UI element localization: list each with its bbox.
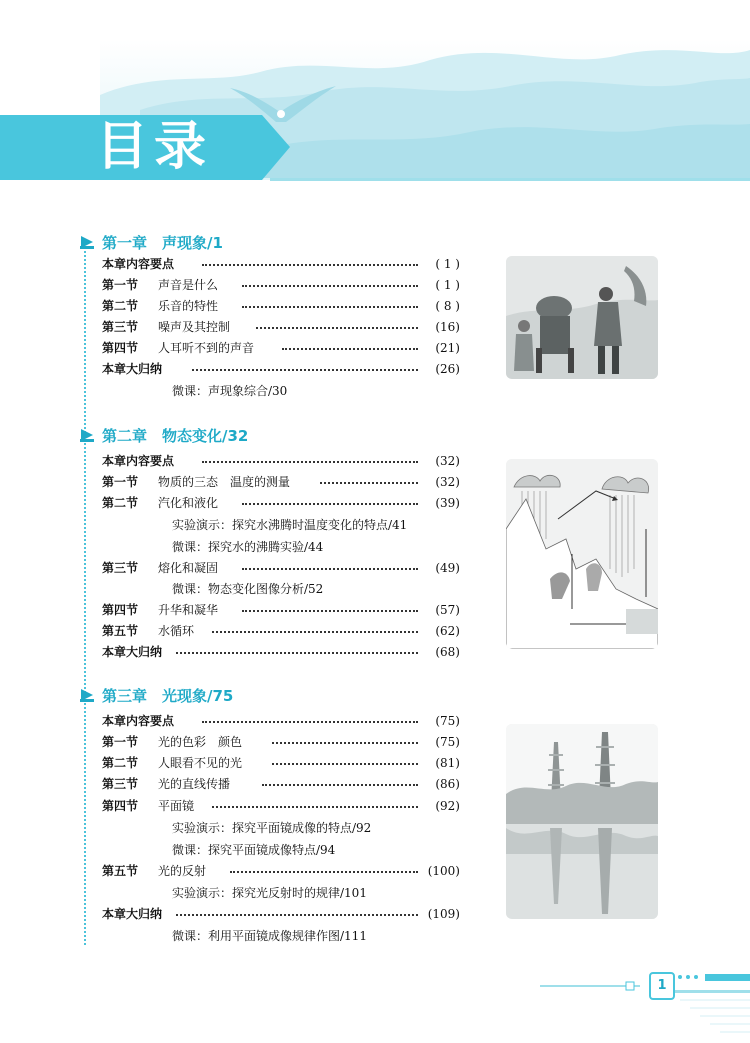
chapter-marker-icon: [80, 428, 94, 442]
toc-page: (75): [435, 714, 460, 728]
toc-page: (75): [435, 735, 460, 749]
toc-row[interactable]: [102, 275, 460, 295]
toc-label: 第二节: [102, 756, 139, 770]
toc-label: 第五节: [102, 864, 139, 878]
toc-title: 光的反射: [158, 864, 207, 878]
toc-title: 水循环: [158, 624, 195, 638]
toc-sub-item[interactable]: 微课：探究平面镜成像特点/94: [172, 843, 336, 857]
toc-row[interactable]: [102, 774, 460, 794]
toc-page: (68): [435, 645, 460, 659]
toc-label: 第一节: [102, 475, 139, 489]
toc-row[interactable]: [102, 904, 460, 924]
toc-page: (62): [435, 624, 460, 638]
title-underline: [270, 178, 750, 181]
toc-row[interactable]: [102, 711, 460, 731]
toc-page: (86): [435, 777, 460, 791]
toc-sub-item[interactable]: 微课：利用平面镜成像规律作图/111: [172, 929, 367, 943]
toc-page: (21): [435, 341, 460, 355]
toc-page: (32): [435, 454, 460, 468]
toc-title: 噪声及其控制: [158, 320, 231, 334]
toc-title: 汽化和液化: [158, 496, 219, 510]
toc-title: 人耳听不到的声音: [158, 341, 255, 355]
chapter-title: 第二章 物态变化/32: [102, 427, 249, 445]
leader-dots: [272, 763, 418, 765]
toc-sub-item[interactable]: 实验演示：探究水沸腾时温度变化的特点/41: [172, 518, 408, 532]
toc-title: 物质的三态 温度的测量: [158, 475, 291, 489]
leader-dots: [202, 721, 418, 723]
toc-row[interactable]: [102, 493, 460, 513]
page-title: 目录: [96, 117, 213, 177]
toc-label: 本章内容要点: [102, 257, 175, 271]
toc-row[interactable]: [102, 732, 460, 752]
toc-row[interactable]: [102, 254, 460, 274]
toc-row[interactable]: [102, 338, 460, 358]
drum-dance-photo: [506, 256, 658, 379]
toc-label: 本章内容要点: [102, 714, 175, 728]
toc-title: 光的色彩 颜色: [158, 735, 243, 749]
toc-row[interactable]: [102, 317, 460, 337]
water-cycle-diagram: [506, 459, 658, 649]
toc-title: 熔化和凝固: [158, 561, 219, 575]
toc-sub-item[interactable]: 实验演示：探究平面镜成像的特点/92: [172, 821, 372, 835]
toc-row[interactable]: [102, 621, 460, 641]
toc-label: 第一节: [102, 735, 139, 749]
leader-dots: [262, 784, 418, 786]
leader-dots: [242, 568, 418, 570]
toc-row[interactable]: [102, 451, 460, 471]
toc-label: 第三节: [102, 777, 139, 791]
toc-row[interactable]: [102, 753, 460, 773]
toc-title: 升华和凝华: [158, 603, 219, 617]
toc-label: 第四节: [102, 341, 139, 355]
toc-label: 本章大归纳: [102, 362, 163, 376]
pagoda-reflection-photo: [506, 724, 658, 919]
toc-row[interactable]: [102, 796, 460, 816]
toc-label: 第一节: [102, 278, 139, 292]
toc-sub-item[interactable]: 微课：物态变化图像分析/52: [172, 582, 324, 596]
toc-page: (100): [427, 864, 460, 878]
leader-dots: [242, 306, 418, 308]
toc-sub-item[interactable]: 微课：声现象综合/30: [172, 384, 288, 398]
toc-row[interactable]: [102, 472, 460, 492]
toc-page: ( 1 ): [435, 257, 460, 271]
toc-label: 本章大归纳: [102, 907, 163, 921]
leader-dots: [242, 610, 418, 612]
leader-dots: [256, 327, 418, 329]
toc-spine: [84, 240, 86, 945]
toc-label: 第二节: [102, 496, 139, 510]
toc-label: 第四节: [102, 603, 139, 617]
toc-label: 本章大归纳: [102, 645, 163, 659]
toc-label: 第三节: [102, 561, 139, 575]
leader-dots: [230, 871, 418, 873]
toc-row[interactable]: [102, 861, 460, 881]
toc-title: 人眼看不见的光: [158, 756, 243, 770]
toc-row[interactable]: [102, 600, 460, 620]
chapter-title: 第三章 光现象/75: [102, 687, 234, 705]
toc-page: (92): [435, 799, 460, 813]
leader-dots: [282, 348, 418, 350]
toc-title: 光的直线传播: [158, 777, 231, 791]
footer-decoration: [540, 970, 750, 1043]
leader-dots: [272, 742, 418, 744]
toc-label: 第三节: [102, 320, 139, 334]
toc-title: 平面镜: [158, 799, 195, 813]
toc-label: 第四节: [102, 799, 139, 813]
toc-row[interactable]: [102, 558, 460, 578]
toc-page: (16): [435, 320, 460, 334]
toc-page: (39): [435, 496, 460, 510]
toc-row[interactable]: [102, 359, 460, 379]
chapter-marker-icon: [80, 688, 94, 702]
leader-dots: [192, 369, 418, 371]
toc-page: (81): [435, 756, 460, 770]
toc-row[interactable]: [102, 296, 460, 316]
toc-page: (26): [435, 362, 460, 376]
chapter-title: 第一章 声现象/1: [102, 234, 223, 252]
toc-sub-item[interactable]: 微课：探究水的沸腾实验/44: [172, 540, 324, 554]
leader-dots: [242, 285, 418, 287]
leader-dots: [320, 482, 418, 484]
leader-dots: [202, 461, 418, 463]
toc-page: ( 8 ): [435, 299, 460, 313]
toc-page: ( 1 ): [435, 278, 460, 292]
toc-label: 第五节: [102, 624, 139, 638]
chapter-marker-icon: [80, 235, 94, 249]
page-number: 1: [649, 972, 675, 1000]
toc-title: 声音是什么: [158, 278, 219, 292]
toc-row[interactable]: [102, 642, 460, 662]
toc-page: (109): [427, 907, 460, 921]
leader-dots: [202, 264, 418, 266]
toc-page: (49): [435, 561, 460, 575]
toc-label: 第二节: [102, 299, 139, 313]
toc-label: 本章内容要点: [102, 454, 175, 468]
leader-dots: [176, 914, 418, 916]
leader-dots: [212, 631, 418, 633]
toc-page: (57): [435, 603, 460, 617]
leader-dots: [212, 806, 418, 808]
toc-page: (32): [435, 475, 460, 489]
leader-dots: [176, 652, 418, 654]
toc-title: 乐音的特性: [158, 299, 219, 313]
leader-dots: [242, 503, 418, 505]
toc-sub-item[interactable]: 实验演示：探究光反射时的规律/101: [172, 886, 367, 900]
